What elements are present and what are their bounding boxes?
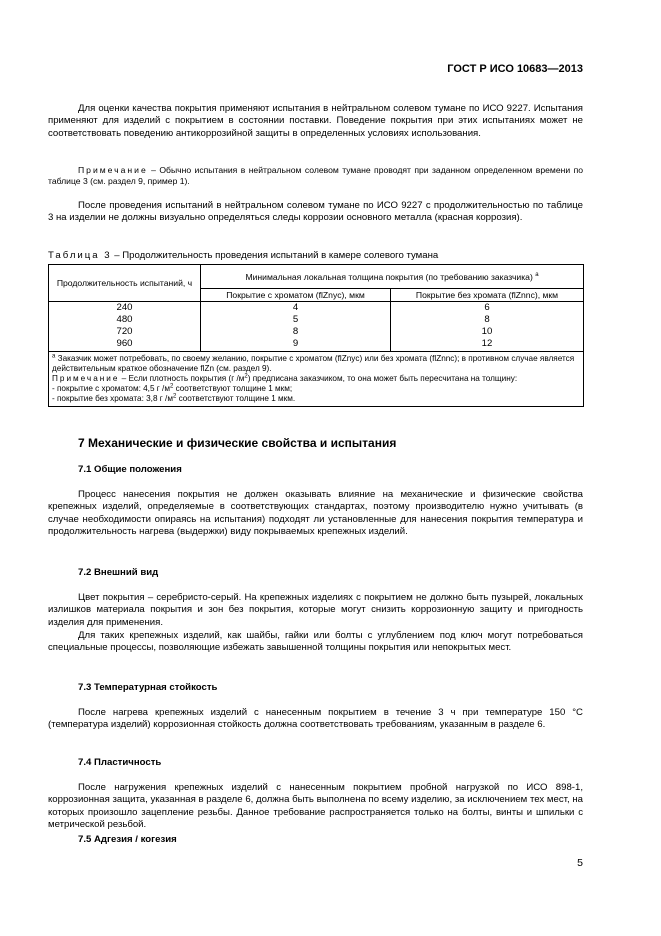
- cell-hours: 960: [116, 338, 133, 349]
- cell-without-chromate: 8: [484, 314, 490, 325]
- section-7-3-title: 7.3 Температурная стойкость: [78, 682, 218, 693]
- col-header-without-chromate: Покрытие без хромата (flZnnc), мкм: [391, 289, 584, 302]
- table-row: [49, 302, 584, 352]
- intro-note: [48, 165, 583, 187]
- table-footnote: [52, 354, 580, 374]
- document-id: ГОСТ Р ИСО 10683—2013: [447, 63, 583, 75]
- cell-with-chromate: 4: [292, 302, 299, 313]
- table-note-text: ) предписана заказчиком, то она может быть пересчитана на толщину:: [247, 374, 518, 383]
- cell-without-chromate: 6: [484, 302, 490, 313]
- table-caption: [48, 250, 438, 261]
- item-text: - покрытие без хромата: 3,8 г /м: [52, 394, 173, 403]
- superscript: 2: [172, 393, 177, 400]
- table-footnotes: [49, 352, 584, 407]
- page-number: 5: [577, 857, 583, 869]
- table-caption-label: Таблица 3: [48, 250, 112, 261]
- with-chromate-column: [201, 302, 391, 352]
- item-text: - покрытие с хроматом: 4,5 г /м: [52, 384, 170, 393]
- footnote-mark: a: [52, 353, 56, 360]
- group-header-footnote-mark: a: [535, 271, 539, 278]
- cell-without-chromate: 10: [481, 326, 493, 337]
- superscript: 2: [169, 383, 174, 390]
- footnote-text: Заказчик может потребовать, по своему желанию, покрытие с хроматом (flZnyc) или без хромата (flZnnc); в противном случае является действительным краткое обозначение flZn (см. раздел 9).: [52, 354, 575, 373]
- section-7-1-title: 7.1 Общие положения: [78, 464, 182, 475]
- table-note-item: [52, 384, 580, 394]
- table-note-item: [52, 394, 580, 404]
- salt-spray-duration-table: [48, 264, 584, 407]
- hours-column: [49, 302, 201, 352]
- cell-with-chromate: 8: [292, 326, 299, 337]
- cell-without-chromate: 12: [481, 338, 493, 349]
- cell-with-chromate: 5: [292, 314, 299, 325]
- section-7-1-paragraph: Процесс нанесения покрытия не должен оказывать влияние на механические и физические свойства крепежных изделий, определяемые в соответствующих стандартах, поэтому производителю нужно учитывать (в случае необходимости опираясь на испытания) подходят ли установленные для нанесения покрытия температура и продолжительность нагрева (выдержки) виду покрываемых крепежных изделий.: [48, 489, 583, 537]
- note-text: – Обычно испытания в нейтральном солевом тумане проводят при заданном определенном времени по таблице 3 (см. раздел 9, пример 1).: [48, 165, 583, 186]
- table-note-label: Примечание: [52, 374, 120, 383]
- section-7-2-title: 7.2 Внешний вид: [78, 567, 159, 578]
- note-label: Примечание: [78, 165, 148, 175]
- table-note: [52, 374, 580, 384]
- group-header-text: Минимальная локальная толщина покрытия (по требованию заказчика): [245, 271, 533, 282]
- section-7-2-paragraph-2: Для таких крепежных изделий, как шайбы, гайки или болты с углублением под ключ могут потребоваться специальные процессы, позволяющие избежать завышенной толщины покрытия или непокрытых мест.: [48, 630, 583, 654]
- item-text: соответствуют толщине 1 мкм.: [176, 394, 296, 403]
- intro-paragraph-1: Для оценки качества покрытия применяют испытания в нейтральном солевом тумане по ИСО 9227. Испытания применяют для изделий с покрытием в состоянии поставки. Поведение покрытия при этих испытаниях может не соответствовать поведению антикоррозийной защиты в определенных условиях использования.: [48, 103, 583, 139]
- section-7-2-paragraph-1: Цвет покрытия – серебристо-серый. На крепежных изделиях с покрытием не должно быть пузырей, локальных излишков материала покрытия и зон без покрытия, которые могут снизить коррозионную защиту и пригодность изделия для применения.: [48, 592, 583, 628]
- item-text: соответствуют толщине 1 мкм;: [173, 384, 293, 393]
- cell-with-chromate: 9: [292, 338, 299, 349]
- table-caption-text: – Продолжительность проведения испытаний в камере солевого тумана: [111, 250, 439, 261]
- col-header-group: [201, 265, 584, 289]
- without-chromate-column: [391, 302, 584, 352]
- cell-hours: 240: [116, 302, 133, 313]
- section-7-5-title: 7.5 Адгезия / когезия: [78, 834, 177, 845]
- col-header-duration: Продолжительность испытаний, ч: [49, 265, 201, 302]
- cell-hours: 480: [116, 314, 133, 325]
- table-note-text: – Если плотность покрытия (г /м: [119, 374, 245, 383]
- section-7-4-paragraph: После нагружения крепежных изделий с нанесенным покрытием пробной нагрузкой по ИСО 898-1, коррозионная защита, указанная в разделе 6, должна быть выполнена по всему изделию, за исключением тех мест, на которых произошло зацепление резьбы. Данное требование распространяется только на болты, винты и шпильки с метрической резьбой.: [48, 782, 583, 830]
- superscript: 2: [244, 373, 248, 380]
- section-7-3-paragraph: После нагрева крепежных изделий с нанесенным покрытием в течение 3 ч при температуре 150 °C (температура изделий) коррозионная стойкость должна соответствовать требованиям, указанным в разделе 6.: [48, 707, 583, 731]
- section-7-title: 7 Механические и физические свойства и испытания: [78, 436, 397, 450]
- intro-paragraph-2: После проведения испытаний в нейтральном солевом тумане по ИСО 9227 с продолжительностью по таблице 3 на изделии не должны визуально определяться следы коррозии основного металла (красная коррозия).: [48, 200, 583, 224]
- cell-hours: 720: [116, 326, 133, 337]
- section-7-4-title: 7.4 Пластичность: [78, 757, 162, 768]
- col-header-with-chromate: Покрытие с хроматом (flZnyc), мкм: [201, 289, 391, 302]
